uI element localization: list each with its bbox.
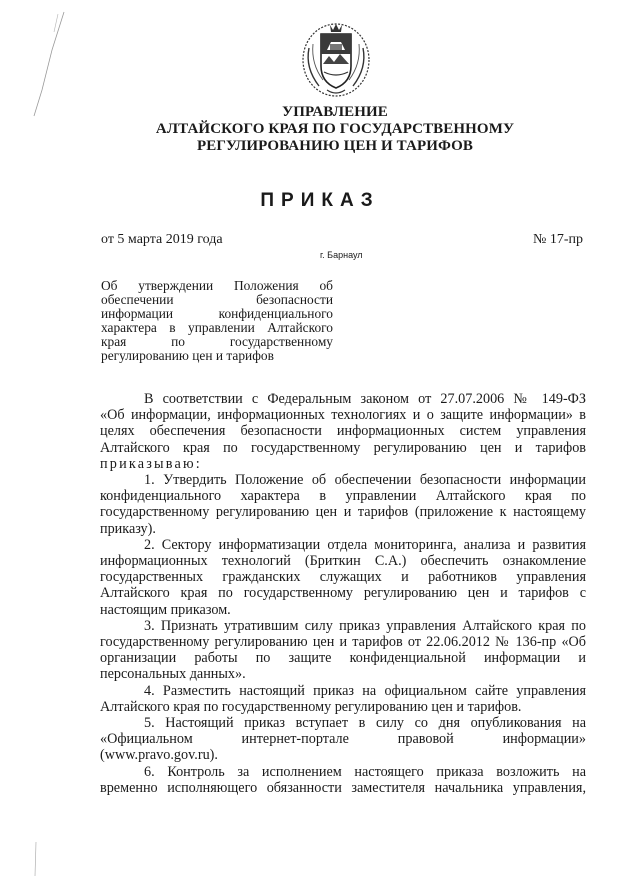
body-line: (www.pravo.gov.ru). bbox=[100, 747, 218, 764]
subject-line: края по государственному bbox=[101, 334, 333, 349]
body-line: приказываю: bbox=[100, 455, 202, 472]
body-line: 6. Контроль за исполнением настоящего приказа возложить на bbox=[144, 763, 586, 780]
subject-line: обеспечении безопасности bbox=[101, 292, 333, 307]
coat-of-arms-emblem bbox=[297, 20, 375, 98]
scan-artifact-bottom bbox=[30, 840, 42, 880]
subject-line: регулированию цен и тарифов bbox=[101, 348, 274, 363]
body-line: персональных данных». bbox=[100, 666, 246, 683]
body-line: целях обеспечения безопасности информационных систем управления bbox=[100, 423, 586, 440]
body-line: государственному регулированию цен и тарифов (приложение к настоящему bbox=[100, 504, 586, 521]
body-line: государственных гражданских служащих и работников управления bbox=[100, 569, 586, 586]
header-line-2: АЛТАЙСКОГО КРАЯ ПО ГОСУДАРСТВЕННОМУ bbox=[155, 121, 515, 137]
body-line: 1. Утвердить Положение об обеспечении безопасности информации bbox=[144, 472, 586, 489]
document-body bbox=[100, 391, 586, 796]
body-line: «Официальном интернет-портале правовой информации» bbox=[100, 731, 586, 748]
body-line: приказу). bbox=[100, 520, 156, 537]
body-line: Алтайского края по государственному регулированию цен и тарифов с bbox=[100, 585, 586, 602]
body-line: 5. Настоящий приказ вступает в силу со дня опубликования на bbox=[144, 715, 586, 732]
body-line: государственному регулированию цен и тарифов от 22.06.2012 № 136-пр «Об bbox=[100, 634, 586, 651]
document-number: № 17-пр bbox=[532, 232, 583, 247]
organization-header bbox=[120, 104, 550, 155]
document-subject bbox=[101, 279, 333, 363]
body-line: настоящим приказом. bbox=[100, 601, 231, 618]
body-line: конфиденциального характера в управлении Алтайского края по bbox=[100, 488, 586, 505]
document-type-title: ПРИКАЗ bbox=[260, 190, 380, 211]
header-line-1: УПРАВЛЕНИЕ bbox=[282, 104, 388, 120]
body-line: временно исполняющего обязанности заместителя начальника управления, bbox=[100, 779, 586, 796]
subject-line: характера в управлении Алтайского bbox=[101, 320, 333, 335]
document-date: от 5 марта 2019 года bbox=[101, 232, 223, 247]
body-line: организации работы по защите конфиденциальной информации и bbox=[100, 650, 586, 667]
subject-line: Об утверждении Положения об bbox=[101, 278, 333, 293]
body-line: В соответствии с Федеральным законом от 27.07.2006 № 149-ФЗ bbox=[144, 391, 586, 407]
body-line: «Об информации, информационных технологиях и о защите информации» в bbox=[100, 407, 586, 424]
body-line: 2. Сектору информатизации отдела мониторинга, анализа и развития bbox=[144, 536, 586, 553]
body-line: Алтайского края по государственному регулированию цен и тарифов bbox=[100, 439, 586, 456]
subject-line: информации конфиденциального bbox=[101, 306, 333, 321]
scan-artifact-top bbox=[28, 10, 68, 120]
document-city: г. Барнаул bbox=[320, 250, 363, 260]
header-line-3: РЕГУЛИРОВАНИЮ ЦЕН И ТАРИФОВ bbox=[196, 138, 474, 154]
body-line: информационных технологий (Бриткин С.А.) обеспечить ознакомление bbox=[100, 553, 586, 570]
body-line: Алтайского края по государственному регулированию цен и тарифов. bbox=[100, 698, 522, 715]
body-line: 3. Признать утратившим силу приказ управления Алтайского края по bbox=[144, 617, 586, 634]
body-line: 4. Разместить настоящий приказ на официальном сайте управления bbox=[144, 682, 586, 699]
